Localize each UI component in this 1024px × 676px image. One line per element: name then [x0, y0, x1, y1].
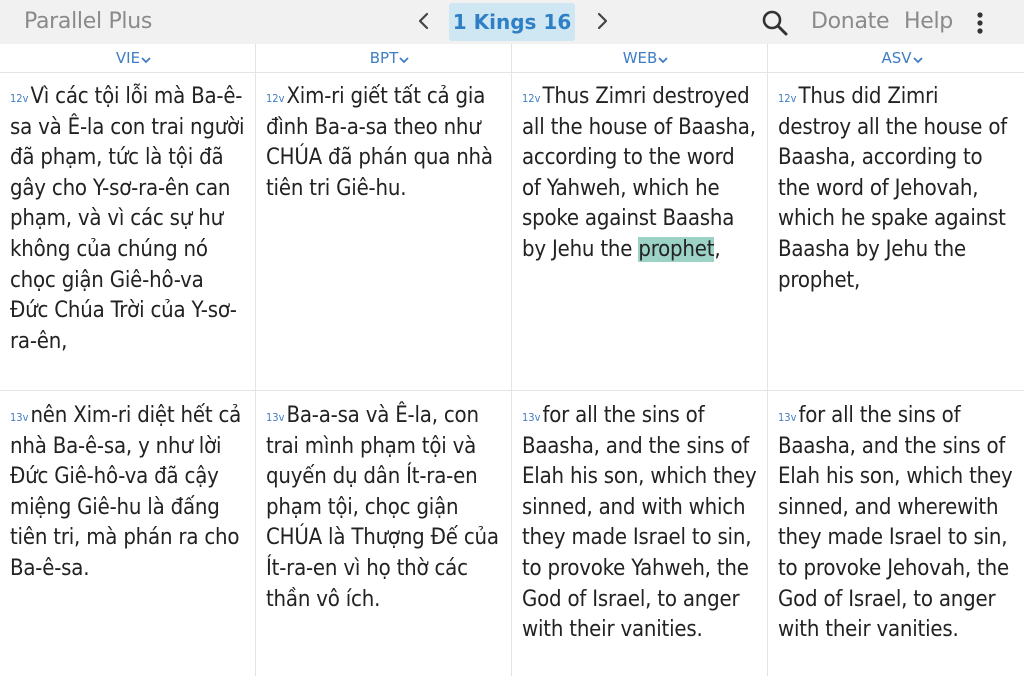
chevron-left-icon	[416, 11, 432, 31]
translation-header-row	[0, 44, 1024, 73]
reference-selector[interactable]: 1 Kings 16	[449, 3, 575, 41]
highlighted-word[interactable]: prophet	[638, 236, 715, 262]
translation-label: ASV	[881, 49, 912, 67]
translation-selector-asv[interactable]	[768, 44, 1024, 72]
app-title: Parallel Plus	[24, 9, 153, 34]
verse-text: Vì các tội lỗi mà Ba-ê-sa và Ê-la con trai người đã phạm, tức là tội đã gây cho Y-sơ-ra-ên can phạm, và vì các sự hư không của chúng nó chọc giận Giê-hô-va Đức Chúa Trời của Y-sơ-ra-ên,	[10, 84, 245, 354]
translation-selector-vie[interactable]	[0, 44, 256, 72]
verse-row	[0, 72, 1024, 391]
verse-number[interactable]: 13v	[778, 411, 797, 424]
translation-label: BPT	[369, 49, 399, 67]
verse-text: Thus did Zimri destroy all the house of Baasha, according to the word of Jehovah, which he spake against Baasha by Jehu the prophet,	[778, 84, 1007, 293]
verse-number[interactable]: 12v	[10, 92, 29, 105]
verse-text: Thus Zimri destroyed all the house of Baasha, according to the word of Yahweh, which he spoke against Baasha by Jehu the	[522, 84, 756, 262]
translation-selector-bpt[interactable]	[256, 44, 512, 72]
verse-number[interactable]: 12v	[522, 92, 541, 105]
more-vert-icon	[970, 8, 990, 38]
verse-cell-asv[interactable]	[768, 72, 1024, 390]
verse-cell-vie[interactable]	[0, 391, 256, 676]
verse-text: Xim-ri giết tất cả gia đình Ba-a-sa theo như CHÚA đã phán qua nhà tiên tri Giê-hu.	[266, 84, 493, 201]
translation-label: WEB	[622, 49, 658, 67]
chevron-down-icon	[141, 56, 151, 64]
search-button[interactable]	[760, 8, 790, 38]
verse-cell-web[interactable]	[512, 72, 768, 390]
verse-number[interactable]: 12v	[266, 92, 285, 105]
previous-chapter-button[interactable]	[410, 6, 438, 36]
more-options-button[interactable]	[970, 8, 990, 38]
verse-number[interactable]: 13v	[266, 411, 285, 424]
verse-cell-web[interactable]	[512, 391, 768, 676]
parallel-verse-grid	[0, 72, 1024, 676]
verse-text-end: ,	[714, 236, 721, 262]
donate-link[interactable]: Donate	[811, 9, 890, 34]
chevron-down-icon	[658, 56, 668, 64]
top-app-bar	[0, 0, 1024, 44]
chevron-right-icon	[594, 11, 610, 31]
verse-cell-asv[interactable]	[768, 391, 1024, 676]
verse-number[interactable]: 12v	[778, 92, 797, 105]
search-icon	[760, 8, 790, 38]
translation-label: VIE	[115, 49, 141, 67]
next-chapter-button[interactable]	[588, 6, 616, 36]
verse-number[interactable]: 13v	[10, 411, 29, 424]
verse-text: for all the sins of Baasha, and the sins of Elah his son, which they sinned, and with which they made Israel to sin, to provoke Yahweh, the God of Israel, to anger with their vanities.	[522, 403, 757, 643]
chevron-down-icon	[913, 56, 923, 64]
help-link[interactable]: Help	[904, 9, 953, 34]
verse-text: nên Xim-ri diệt hết cả nhà Ba-ê-sa, y như lời Đức Giê-hô-va đã cậy miệng Giê-hu là đấng tiên tri, mà phán ra cho Ba-ê-sa.	[10, 403, 242, 581]
chevron-down-icon	[399, 56, 409, 64]
verse-cell-vie[interactable]	[0, 72, 256, 390]
verse-text: Ba-a-sa và Ê-la, con trai mình phạm tội và quyến dụ dân Ít-ra-en phạm tội, chọc giận CHÚA là Thượng Đế của Ít-ra-en vì họ thờ các thần vô ích.	[266, 403, 499, 612]
verse-cell-bpt[interactable]	[256, 72, 512, 390]
verse-row	[0, 391, 1024, 676]
verse-text: for all the sins of Baasha, and the sins of Elah his son, which they sinned, and wherewith they made Israel to sin, to provoke Jehovah, the God of Israel, to anger with their vanities.	[778, 403, 1013, 643]
verse-cell-bpt[interactable]	[256, 391, 512, 676]
verse-number[interactable]: 13v	[522, 411, 541, 424]
translation-selector-web[interactable]	[512, 44, 768, 72]
